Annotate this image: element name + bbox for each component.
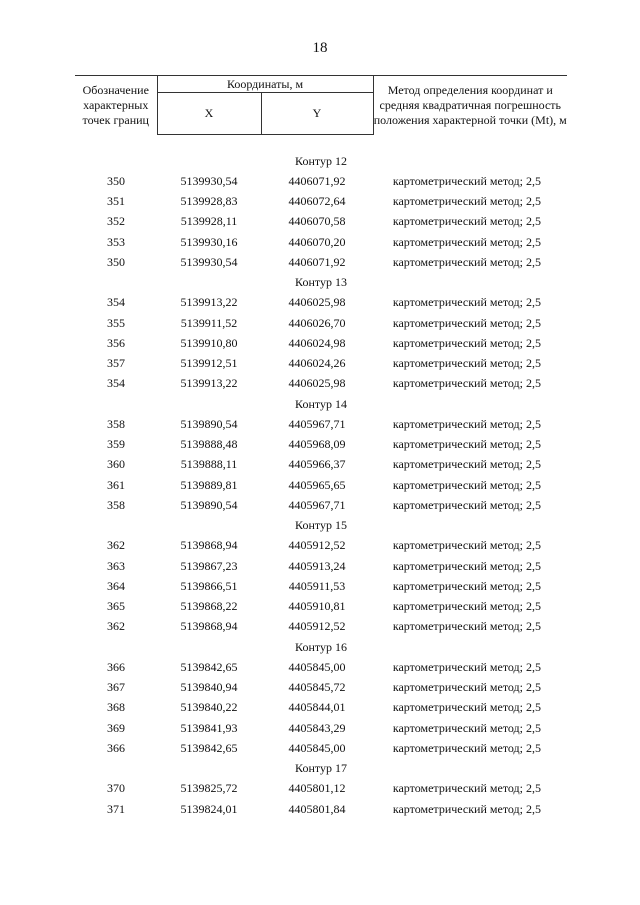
y-cell: 4405912,52 [288, 619, 346, 634]
method-cell: картометрический метод; 2,5 [392, 599, 541, 614]
table-row [75, 354, 567, 374]
x-cell: 5139890,54 [180, 416, 238, 431]
table-row [75, 657, 567, 677]
section-title-row [75, 151, 567, 171]
x-cell: 5139840,94 [180, 680, 238, 695]
point-cell: 351 [107, 194, 125, 209]
method-cell: картометрический метод; 2,5 [392, 234, 541, 249]
table-row [75, 313, 567, 333]
table-row [75, 293, 567, 313]
section-title: Контур 17 [295, 761, 347, 776]
section-title: Контур 14 [295, 396, 347, 411]
table-row [75, 738, 567, 758]
y-cell: 4405912,52 [288, 538, 346, 553]
method-cell: картометрический метод; 2,5 [392, 194, 541, 209]
table-body [75, 135, 567, 820]
y-cell: 4405966,37 [288, 457, 346, 472]
x-cell: 5139868,22 [180, 599, 238, 614]
table-row [75, 171, 567, 191]
point-cell: 368 [107, 700, 125, 715]
method-cell: картометрический метод; 2,5 [392, 720, 541, 735]
point-cell: 360 [107, 457, 125, 472]
x-cell: 5139868,94 [180, 538, 238, 553]
method-cell: картометрический метод; 2,5 [392, 700, 541, 715]
x-cell: 5139840,22 [180, 700, 238, 715]
point-cell: 356 [107, 335, 125, 350]
method-cell: картометрический метод; 2,5 [392, 578, 541, 593]
y-cell: 4406025,98 [288, 295, 346, 310]
y-cell: 4406070,20 [288, 234, 346, 249]
y-cell: 4405965,65 [288, 477, 346, 492]
x-cell: 5139910,80 [180, 335, 238, 350]
point-cell: 365 [107, 599, 125, 614]
table-row [75, 779, 567, 799]
table-row [75, 252, 567, 272]
x-header: X [157, 93, 261, 135]
x-cell: 5139913,22 [180, 376, 238, 391]
x-cell: 5139824,01 [180, 801, 238, 816]
x-cell: 5139889,81 [180, 477, 238, 492]
y-cell: 4405845,00 [288, 659, 346, 674]
method-cell: картометрический метод; 2,5 [392, 477, 541, 492]
x-cell: 5139868,94 [180, 619, 238, 634]
coordinates-header: Координаты, м [157, 76, 373, 93]
point-cell: 358 [107, 416, 125, 431]
method-cell: картометрический метод; 2,5 [392, 173, 541, 188]
point-cell: 366 [107, 740, 125, 755]
table-row [75, 212, 567, 232]
x-cell: 5139928,83 [180, 194, 238, 209]
table-row [75, 475, 567, 495]
table-row [75, 576, 567, 596]
y-cell: 4406072,64 [288, 194, 346, 209]
point-cell: 359 [107, 437, 125, 452]
point-cell: 350 [107, 254, 125, 269]
x-cell: 5139930,54 [180, 173, 238, 188]
point-cell: 350 [107, 173, 125, 188]
y-cell: 4405911,53 [288, 578, 346, 593]
method-cell: картометрический метод; 2,5 [392, 740, 541, 755]
table-row [75, 617, 567, 637]
x-cell: 5139930,54 [180, 254, 238, 269]
y-cell: 4405910,81 [288, 599, 346, 614]
point-cell: 366 [107, 659, 125, 674]
method-cell: картометрический метод; 2,5 [392, 538, 541, 553]
table-row [75, 718, 567, 738]
point-cell: 352 [107, 214, 125, 229]
table-row [75, 799, 567, 819]
section-title: Контур 12 [295, 153, 347, 168]
section-title-row [75, 273, 567, 293]
x-cell: 5139842,65 [180, 740, 238, 755]
point-cell: 362 [107, 538, 125, 553]
method-cell: картометрический метод; 2,5 [392, 356, 541, 371]
method-cell: картометрический метод; 2,5 [392, 295, 541, 310]
x-cell: 5139928,11 [180, 214, 238, 229]
point-cell: 353 [107, 234, 125, 249]
method-cell: картометрический метод; 2,5 [392, 335, 541, 350]
method-cell: картометрический метод; 2,5 [392, 315, 541, 330]
table-row [75, 435, 567, 455]
y-cell: 4405843,29 [288, 720, 346, 735]
section-title: Контур 15 [295, 518, 347, 533]
y-cell: 4406025,98 [288, 376, 346, 391]
x-cell: 5139888,48 [180, 437, 238, 452]
y-cell: 4405967,71 [288, 416, 346, 431]
method-cell: картометрический метод; 2,5 [392, 214, 541, 229]
table-row [75, 232, 567, 252]
method-cell: картометрический метод; 2,5 [392, 254, 541, 269]
x-cell: 5139867,23 [180, 558, 238, 573]
coordinates-table [75, 75, 567, 819]
section-title-row [75, 759, 567, 779]
table-row [75, 678, 567, 698]
method-cell: картометрический метод; 2,5 [392, 619, 541, 634]
table-row [75, 495, 567, 515]
point-cell: 354 [107, 295, 125, 310]
section-title-row [75, 637, 567, 657]
y-cell: 4405845,72 [288, 680, 346, 695]
y-cell: 4405913,24 [288, 558, 346, 573]
point-cell: 369 [107, 720, 125, 735]
table-row [75, 192, 567, 212]
y-cell: 4406024,98 [288, 335, 346, 350]
section-title: Контур 13 [295, 275, 347, 290]
y-cell: 4406071,92 [288, 173, 346, 188]
method-cell: картометрический метод; 2,5 [392, 437, 541, 452]
point-cell: 367 [107, 680, 125, 695]
method-cell: картометрический метод; 2,5 [392, 781, 541, 796]
point-cell: 361 [107, 477, 125, 492]
table-row [75, 536, 567, 556]
point-cell: 354 [107, 376, 125, 391]
point-cell: 357 [107, 356, 125, 371]
x-cell: 5139912,51 [180, 356, 238, 371]
point-cell: 364 [107, 578, 125, 593]
table-row [75, 698, 567, 718]
method-cell: картометрический метод; 2,5 [392, 558, 541, 573]
y-header: Y [261, 93, 373, 135]
point-cell: 362 [107, 619, 125, 634]
spacer-row [75, 135, 567, 152]
table-row [75, 597, 567, 617]
x-cell: 5139930,16 [180, 234, 238, 249]
method-cell: картометрический метод; 2,5 [392, 680, 541, 695]
method-cell: картометрический метод; 2,5 [392, 659, 541, 674]
x-cell: 5139841,93 [180, 720, 238, 735]
y-cell: 4406071,92 [288, 254, 346, 269]
x-cell: 5139890,54 [180, 497, 238, 512]
table-row [75, 333, 567, 353]
section-title-row [75, 394, 567, 414]
point-cell: 363 [107, 558, 125, 573]
point-label-header: Обозначение характерных точек границ [75, 76, 157, 135]
table-row [75, 455, 567, 475]
y-cell: 4405967,71 [288, 497, 346, 512]
point-cell: 355 [107, 315, 125, 330]
y-cell: 4406024,26 [288, 356, 346, 371]
section-title-row [75, 516, 567, 536]
table-row [75, 414, 567, 434]
method-cell: картометрический метод; 2,5 [392, 801, 541, 816]
y-cell: 4405968,09 [288, 437, 346, 452]
y-cell: 4406070,58 [288, 214, 346, 229]
method-cell: картометрический метод; 2,5 [392, 457, 541, 472]
x-cell: 5139825,72 [180, 781, 238, 796]
y-cell: 4405845,00 [288, 740, 346, 755]
point-cell: 371 [107, 801, 125, 816]
x-cell: 5139913,22 [180, 295, 238, 310]
x-cell: 5139888,11 [180, 457, 238, 472]
table-row [75, 556, 567, 576]
point-cell: 358 [107, 497, 125, 512]
method-cell: картометрический метод; 2,5 [392, 416, 541, 431]
method-header: Метод определения координат и средняя квадратичная погрешность положения характерной точки (Mt), м [373, 76, 567, 135]
x-cell: 5139842,65 [180, 659, 238, 674]
table-header [75, 76, 567, 135]
section-title: Контур 16 [295, 639, 347, 654]
x-cell: 5139866,51 [180, 578, 238, 593]
method-cell: картометрический метод; 2,5 [392, 497, 541, 512]
y-cell: 4405801,12 [288, 781, 346, 796]
y-cell: 4405801,84 [288, 801, 346, 816]
method-cell: картометрический метод; 2,5 [392, 376, 541, 391]
y-cell: 4405844,01 [288, 700, 346, 715]
table-row [75, 374, 567, 394]
point-cell: 370 [107, 781, 125, 796]
y-cell: 4406026,70 [288, 315, 346, 330]
x-cell: 5139911,52 [180, 315, 238, 330]
page-number: 18 [312, 40, 328, 56]
